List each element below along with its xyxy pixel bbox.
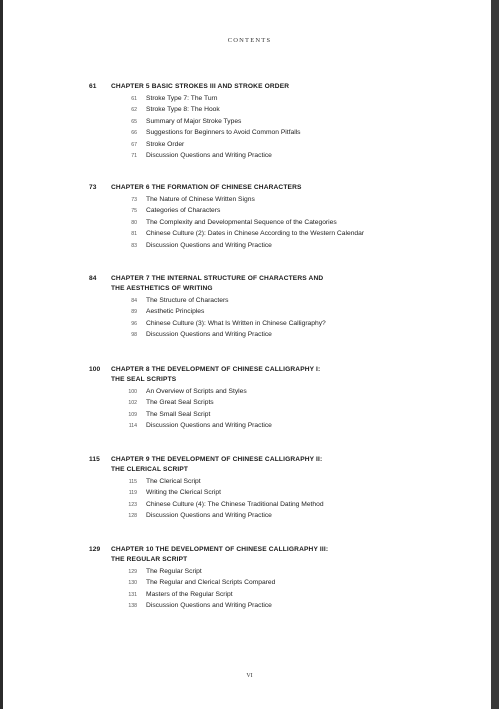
section-list (0, 479, 499, 525)
toc-entry[interactable] (0, 479, 499, 490)
entry-title: Writing the Clerical Script (146, 489, 221, 497)
entry-page-number: 61 (131, 96, 137, 102)
toc-entry[interactable] (0, 197, 499, 208)
chapter-block (0, 456, 499, 525)
entry-title: Stroke Type 8: The Hook (146, 106, 220, 114)
chapter-heading-continued[interactable] (0, 556, 499, 566)
entry-title: The Great Seal Scripts (146, 399, 214, 407)
entry-title: The Nature of Chinese Written Signs (146, 196, 255, 203)
entry-page-number: 129 (128, 569, 137, 575)
toc-entry[interactable] (0, 96, 499, 107)
section-list (0, 96, 499, 164)
entry-title: Discussion Questions and Writing Practice (146, 331, 272, 339)
chapter-heading[interactable] (0, 184, 499, 194)
entry-title: The Complexity and Developmental Sequence of the Categories (146, 218, 337, 226)
chapter-page-number: 73 (89, 184, 97, 191)
chapter-title: CHAPTER 7 THE INTERNAL STRUCTURE OF CHARACTERS AND (111, 275, 324, 282)
entry-title: Discussion Questions and Writing Practice (146, 422, 272, 430)
entry-title: Discussion Questions and Writing Practice (146, 151, 272, 159)
page-header: CONTENTS (227, 37, 272, 44)
chapter-title: CHAPTER 5 BASIC STROKES III AND STROKE ORDER (111, 83, 290, 90)
entry-page-number: 80 (131, 219, 137, 226)
entry-title: Chinese Culture (4): The Chinese Traditional Dating Method (146, 500, 324, 508)
entry-page-number: 71 (131, 152, 137, 159)
chapter-heading[interactable] (0, 275, 499, 285)
entry-page-number: 123 (128, 501, 137, 508)
chapter-title: CHAPTER 8 THE DEVELOPMENT OF CHINESE CALLIGRAPHY I: (111, 366, 321, 373)
entry-page-number: 83 (131, 242, 137, 249)
entry-page-number: 73 (131, 197, 137, 203)
chapter-block (0, 184, 499, 254)
chapter-title-line2: THE SEAL SCRIPTS (111, 376, 177, 383)
toc-entry[interactable] (0, 603, 499, 614)
entry-page-number: 66 (131, 130, 137, 137)
chapter-heading-continued[interactable] (0, 285, 499, 295)
toc-entry[interactable] (0, 130, 499, 141)
entry-title: Suggestions for Beginners to Avoid Common Pitfalls (146, 129, 301, 137)
entry-page-number: 98 (131, 332, 137, 339)
entry-title: Stroke Type 7: The Turn (146, 95, 218, 102)
toc-entry[interactable] (0, 389, 499, 400)
entry-title: The Structure of Characters (146, 297, 229, 304)
entry-page-number: 100 (128, 389, 137, 395)
chapter-heading-continued[interactable] (0, 376, 499, 386)
chapter-heading[interactable] (0, 456, 499, 466)
chapter-title-line2: THE REGULAR SCRIPT (111, 556, 188, 563)
chapter-page-number: 100 (89, 366, 101, 373)
entry-page-number: 114 (128, 423, 137, 430)
toc-entry[interactable] (0, 400, 499, 411)
toc-entry[interactable] (0, 423, 499, 434)
chapter-title: CHAPTER 10 THE DEVELOPMENT OF CHINESE CALLIGRAPHY III: (111, 546, 329, 553)
section-list (0, 569, 499, 615)
entry-page-number: 130 (128, 580, 137, 587)
entry-title: The Clerical Script (146, 478, 201, 485)
chapter-page-number: 84 (89, 275, 97, 282)
entry-title: Discussion Questions and Writing Practice (146, 602, 272, 610)
entry-page-number: 102 (128, 400, 137, 407)
toc-entry[interactable] (0, 153, 499, 164)
entry-title: An Overview of Scripts and Styles (146, 388, 247, 395)
chapter-block (0, 83, 499, 164)
toc-entry[interactable] (0, 513, 499, 524)
entry-title: Summary of Major Stroke Types (146, 117, 242, 125)
chapter-heading-continued[interactable] (0, 466, 499, 476)
entry-title: Chinese Culture (2): Dates in Chinese According to the Western Calendar (146, 230, 365, 238)
entry-title: Masters of the Regular Script (146, 590, 233, 598)
chapter-title: CHAPTER 9 THE DEVELOPMENT OF CHINESE CALLIGRAPHY II: (111, 456, 323, 463)
chapter-title-line2: THE CLERICAL SCRIPT (111, 466, 189, 473)
chapter-heading[interactable] (0, 83, 499, 93)
section-list (0, 389, 499, 435)
entry-page-number: 119 (128, 490, 137, 497)
section-list (0, 197, 499, 254)
entry-title: Discussion Questions and Writing Practice (146, 512, 272, 520)
entry-page-number: 75 (131, 208, 137, 215)
entry-title: Aesthetic Principles (146, 308, 205, 316)
toc-entry[interactable] (0, 243, 499, 254)
toc-entry[interactable] (0, 298, 499, 309)
chapter-title-line2: THE AESTHETICS OF WRITING (111, 285, 213, 292)
chapter-page-number: 129 (89, 546, 101, 553)
entry-page-number: 109 (128, 411, 137, 418)
entry-page-number: 67 (131, 141, 137, 148)
entry-title: Categories of Characters (146, 207, 221, 215)
entry-page-number: 138 (128, 603, 137, 610)
toc-entry[interactable] (0, 332, 499, 343)
chapter-title: CHAPTER 6 THE FORMATION OF CHINESE CHARACTERS (111, 184, 302, 191)
entry-title: The Regular and Clerical Scripts Compared (146, 579, 276, 587)
section-list (0, 298, 499, 344)
chapter-heading[interactable] (0, 546, 499, 556)
toc-entry[interactable] (0, 107, 499, 118)
entry-page-number: 62 (131, 107, 137, 114)
entry-page-number: 84 (131, 298, 137, 304)
chapter-block (0, 366, 499, 435)
entry-page-number: 115 (128, 479, 137, 485)
chapter-block (0, 546, 499, 615)
entry-page-number: 81 (131, 231, 137, 238)
toc-entry[interactable] (0, 580, 499, 591)
entry-page-number: 89 (131, 309, 137, 316)
entry-page-number: 96 (131, 320, 137, 327)
entry-page-number: 131 (128, 591, 137, 598)
page-number: VI (246, 673, 253, 679)
entry-page-number: 128 (128, 513, 137, 520)
entry-title: Chinese Culture (3): What Is Written in Chinese Calligraphy? (146, 319, 326, 327)
entry-title: The Regular Script (146, 568, 202, 575)
chapter-heading[interactable] (0, 366, 499, 376)
entry-title: Stroke Order (146, 140, 185, 148)
chapter-page-number: 115 (89, 456, 100, 463)
chapter-block (0, 275, 499, 344)
chapter-page-number: 61 (89, 83, 97, 90)
entry-title: Discussion Questions and Writing Practice (146, 241, 272, 249)
entry-title: The Small Seal Script (146, 410, 211, 418)
entry-page-number: 65 (131, 118, 137, 125)
